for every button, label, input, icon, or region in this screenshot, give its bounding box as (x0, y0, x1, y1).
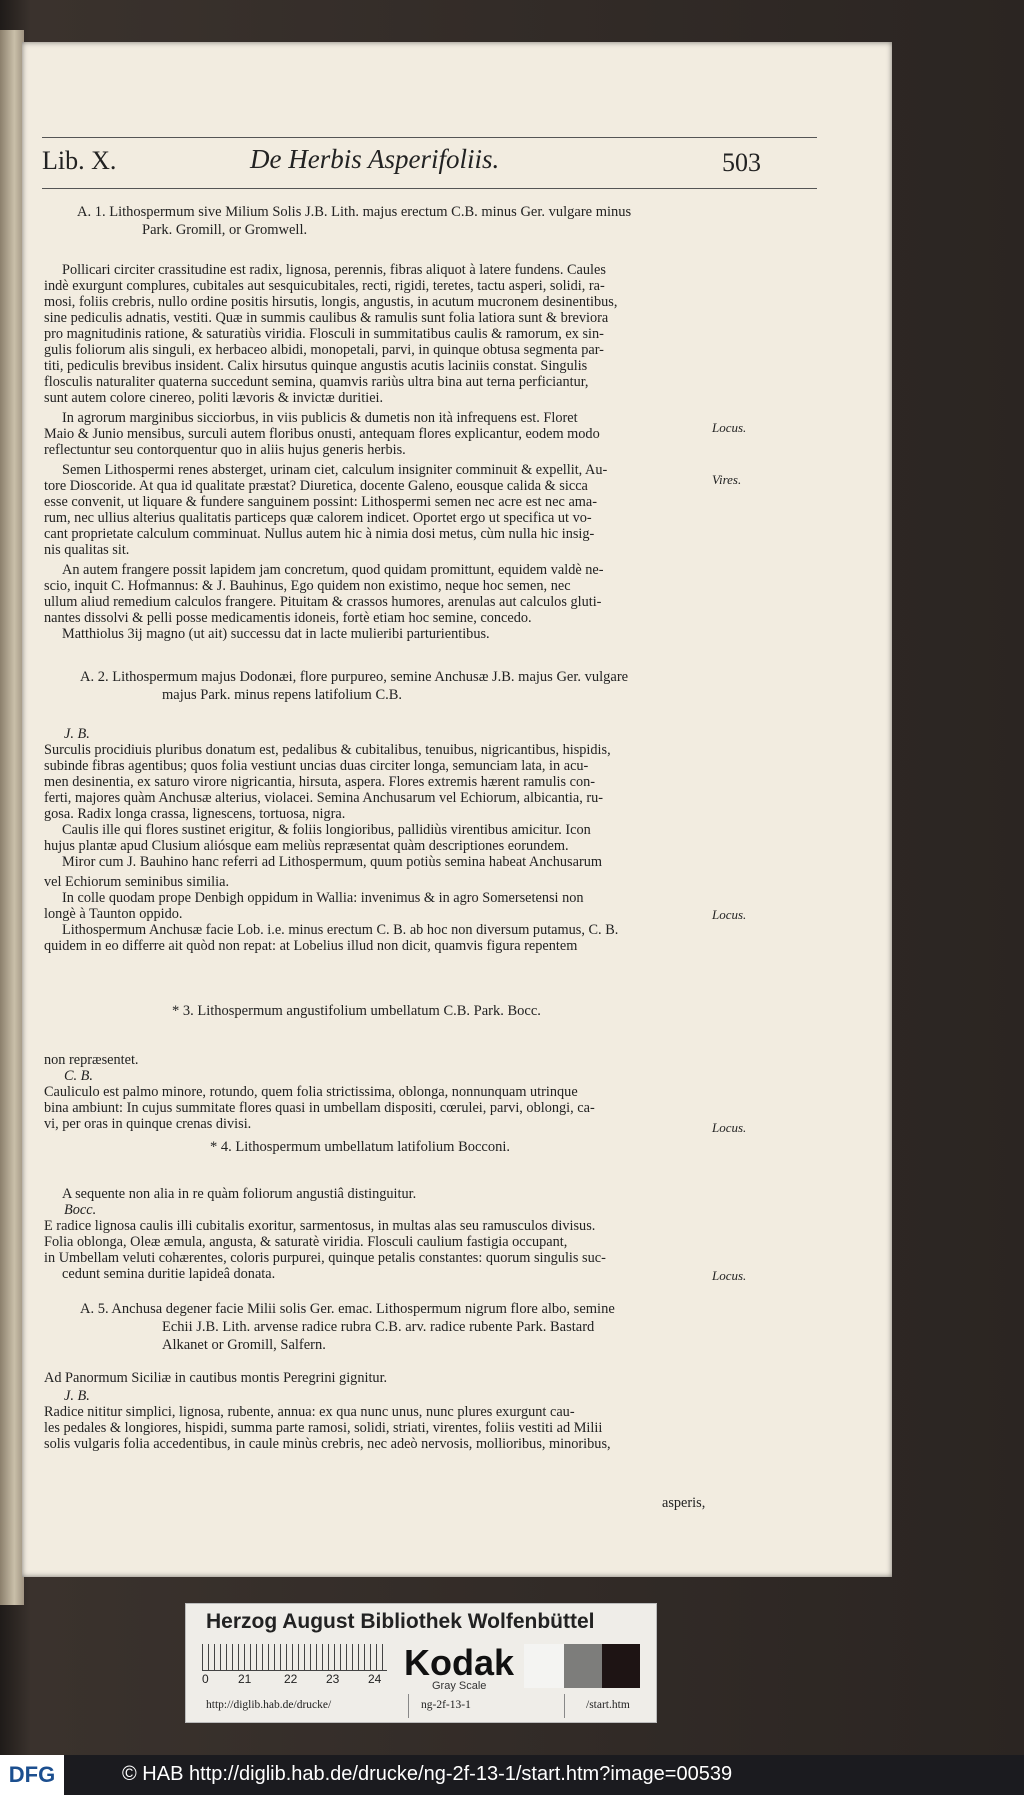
card-separator (408, 1694, 409, 1718)
text-line: vel Echiorum seminibus similia. (44, 874, 230, 890)
text-line: hujus plantæ apud Clusium aliósque eam meliùs repræsentat quàm descriptiones eorundem. (44, 838, 569, 854)
margin-note: Locus. (712, 420, 747, 435)
margin-note: Vires. (712, 472, 742, 487)
ruler-number: 24 (368, 1672, 382, 1686)
text-line: titi, pediculis brevibus insident. Calix hirsutus quinque angustis acutis laciniis constat. Singulis (44, 358, 588, 374)
card-separator (564, 1694, 565, 1718)
section-heading: * 4. Lithospermum umbellatum latifolium Bocconi. (210, 1139, 511, 1155)
text-line: Lithospermum Anchusæ facie Lob. i.e. minus erectum C. B. ab hoc non diversum putamus, C. B. (62, 922, 619, 938)
text-line: les pedales & longiores, hispidi, summa parte ramosi, solidi, striati, virentes, foliis vestiti ad Milii (44, 1420, 603, 1436)
ruler-number: 22 (284, 1672, 298, 1686)
text-line: pro magnitudinis ratione, & saturatiùs viridia. Flosculi in summitatibus caulis & ramorum, ex sin- (44, 326, 604, 342)
text-line: In agrorum marginibus sicciorbus, in viis publicis & dumetis non ità infrequens est. Floret (62, 410, 578, 426)
card-start: /start.htm (586, 1699, 630, 1711)
color-scale-card (185, 1603, 657, 1723)
text-line: Radice nititur simplici, lignosa, rubente, annua: ex qua nunc unus, nunc plures exurgunt cau- (44, 1404, 575, 1420)
text-line: Bocc. (64, 1202, 97, 1218)
text-line: An autem frangere possit lapidem jam concretum, quod quidam promittunt, equidem valdè ne- (62, 562, 604, 578)
margin-note: Locus. (712, 1120, 747, 1135)
text-line: indè exurgunt complures, cubitales aut sesquicubitales, recti, rigidi, teretes, tactu asperi, solidi, ra- (44, 278, 605, 294)
section-heading: Park. Gromill, or Gromwell. (142, 222, 308, 238)
text-line: E radice lignosa caulis illi cubitalis exoritur, sarmentosus, in multas alas seu ramusculos divisus. (44, 1218, 596, 1234)
text-line: mosi, foliis crebris, nullo ordine positis hirsutis, longis, angustis, in acutum mucronem desinentibus, (44, 294, 618, 310)
text-line: Cauliculo est palmo minore, rotundo, quem folia strictissima, oblonga, nonnunquam utrinque (44, 1084, 578, 1100)
text-line: cedunt semina duritie lapideâ donata. (62, 1266, 276, 1282)
footer-link[interactable]: © HAB http://diglib.hab.de/drucke/ng-2f-13-1/start.htm?image=00539 (122, 1763, 733, 1785)
section-heading: A. 5. Anchusa degener facie Milii solis Ger. emac. Lithospermum nigrum flore albo, semine (80, 1301, 615, 1317)
text-line: ferti, majores quàm Anchusæ alterius, violacei. Semina Anchusarum vel Echiorum, albicantia, ru- (44, 790, 604, 806)
text-line: rum, nec ullius alterius qualitatis particeps quæ calorem indicet. Oportet ergo ut specifica ut vo- (44, 510, 592, 526)
text-line: Surculis procidiuis pluribus donatum est, pedalibus & cubitalibus, tenuibus, nigricantibus, hispidis, (44, 742, 611, 758)
text-line: gulis foliorum alis singuli, ex herbaceo albidi, monopetali, parvi, in quinque obtusa segmenta par- (44, 342, 604, 358)
text-line: J. B. (64, 726, 90, 742)
text-line: reflectuntur seu contorquentur quo in aliis hujus generis herbis. (44, 442, 406, 458)
section-heading: Alkanet or Gromill, Salfern. (162, 1337, 326, 1353)
text-line: flosculis naturaliter quaterna succedunt semina, quamvis rariùs ultra bina aut terna perficiantur, (44, 374, 589, 390)
text-line: quidem in eo differre ait quòd non repat: at Lobelius illud non dicit, quamvis figura repentem (44, 938, 578, 954)
text-line: bina ambiunt: In cujus summitate flores quasi in umbellam dispositi, cœrulei, parvi, oblongi, ca- (44, 1100, 595, 1116)
margin-note: Locus. (712, 1268, 747, 1283)
margin-note: Locus. (712, 907, 747, 922)
dfg-logo: DFG (0, 1755, 64, 1795)
previous-page-edge (0, 30, 24, 1605)
text-line: solis vulgaris folia accedentibus, in caule minùs crebris, nec adeò nervosis, mollioribus, minoribus, (44, 1436, 611, 1452)
section-heading: * 3. Lithospermum angustifolium umbellatum C.B. Park. Bocc. (172, 1003, 541, 1019)
text-line: Matthiolus 3ij magno (ut ait) successu dat in lacte mulieribi parturientibus. (62, 626, 490, 642)
text-line: vi, per oras in quinque crenas divisi. (44, 1116, 252, 1132)
text-line: nis qualitas sit. (44, 542, 130, 558)
running-head-lib: Lib. X. (42, 146, 117, 175)
text-line: In colle quodam prope Denbigh oppidum in Wallia: invenimus & in agro Somersetensi non (62, 890, 584, 906)
section-heading: majus Park. minus repens latifolium C.B. (162, 687, 403, 703)
text-line: esse convenit, ut liquare & fundere sanguinem possint: Lithospermi semen nec acre est nec ama- (44, 494, 598, 510)
text-line: Pollicari circiter crassitudine est radix, lignosa, perennis, fibras aliquot à latere fundens. Caules (62, 262, 606, 278)
section-heading: A. 2. Lithospermum majus Dodonæi, flore purpureo, semine Anchusæ J.B. majus Ger. vulgare (80, 669, 629, 685)
text-line: men desinentia, ex saturo virore nigricantia, hirsuta, aspera. Flores extremis hærent ramulis con- (44, 774, 596, 790)
text-line: Caulis ille qui flores sustinet erigitur, & foliis longioribus, pallidiùs virentibus amicitur. Icon (62, 822, 591, 838)
text-line: nantes dissolvi & pelli posse medicamentis idoneis, fortè etiam hoc semine, concedo. (44, 610, 532, 626)
text-line: sine pediculis adnatis, vestiti. Quæ in summis caulibus & ramulis sunt folia latiora sunt & breviora (44, 310, 609, 326)
card-id: ng-2f-13-1 (421, 1699, 471, 1711)
gray-patch-mid (564, 1644, 602, 1688)
text-line: A sequente non alia in re quàm foliorum angustiâ distinguitur. (62, 1186, 417, 1202)
text-line: Miror cum J. Bauhino hanc referri ad Lithospermum, quum potiùs semina habeat Anchusarum (62, 854, 602, 870)
text-line: non repræsentet. (44, 1052, 139, 1068)
text-line: J. B. (64, 1388, 90, 1404)
text-line: Folia oblonga, Oleæ æmula, angusta, & saturatè viridia. Flosculi caulium fastigia occupant, (44, 1234, 568, 1250)
text-line: cant proprietate calculum comminuat. Nullus autem hic à nimia dosi metus, cùm nulla hic insig- (44, 526, 595, 542)
running-head-title: De Herbis Asperifoliis. (250, 144, 500, 174)
gray-patch-white (524, 1644, 564, 1688)
ruler-number: 0 (202, 1672, 209, 1686)
text-line: gosa. Radix longa crassa, lignescens, tortuosa, nigra. (44, 806, 346, 822)
text-line: sunt autem colore cinereo, politi lævoris & invictæ duritiei. (44, 390, 384, 406)
text-line: Maio & Junio mensibus, surculi autem floribus onusti, antequam flores explicantur, eodem modo (44, 426, 600, 442)
section-heading: A. 1. Lithospermum sive Milium Solis J.B. Lith. majus erectum C.B. minus Ger. vulgare minus (77, 204, 632, 220)
text-line: ullum aliud remedium calculos frangere. Pituitam & crassos humores, arenulas aut calculos gluti- (44, 594, 602, 610)
text-line: Ad Panormum Siciliæ in cautibus montis Peregrini gignitur. (44, 1370, 388, 1386)
text-line: longè à Taunton oppido. (44, 906, 183, 922)
book-page (22, 42, 892, 1577)
text-line: asperis, (662, 1495, 706, 1511)
ruler (202, 1644, 387, 1671)
gray-scale-label: Gray Scale (432, 1680, 487, 1692)
kodak-logo: Kodak (404, 1642, 515, 1683)
text-line: C. B. (64, 1068, 93, 1084)
gray-patch-black (602, 1644, 640, 1688)
ruler-number: 21 (238, 1672, 252, 1686)
ruler-number: 23 (326, 1672, 340, 1686)
text-line: Semen Lithospermi renes absterget, urinam ciet, calculum insigniter comminuit & expellit, Au- (62, 462, 608, 478)
text-line: subinde fibras agentibus; quos folia vestiunt uncias duas circiter longa, semunciam lata, in acu- (44, 758, 589, 774)
card-url: http://diglib.hab.de/drucke/ (206, 1699, 332, 1711)
page-number: 503 (722, 148, 761, 177)
text-line: in Umbellam veluti cohærentes, coloris purpurei, quinque petalis constantes: quorum singulis suc- (44, 1250, 606, 1266)
text-line: scio, inquit C. Hofmannus: & J. Bauhinus, Ego quidem non existimo, neque hoc semen, nec (44, 578, 571, 594)
section-heading: Echii J.B. Lith. arvense radice rubra C.B. arv. radice rubente Park. Bastard (162, 1319, 595, 1335)
text-line: tore Dioscoride. At qua id qualitate præstat? Diuretica, docente Galeno, eousque calida & sicca (44, 478, 588, 494)
library-title: Herzog August Bibliothek Wolfenbüttel (206, 1610, 595, 1633)
